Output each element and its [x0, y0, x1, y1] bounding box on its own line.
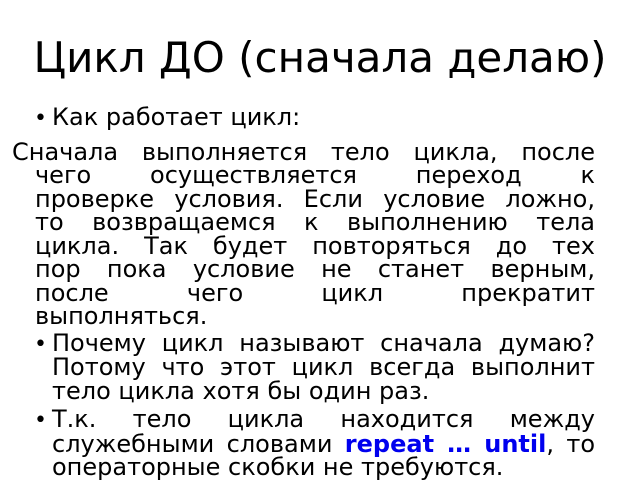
- bullet-text: Почему цикл называют сначала думаю?: [52, 328, 595, 357]
- text-line: цикла. Так будет повторяться до тех: [35, 231, 595, 260]
- bullet-text: Как работает цикл:: [52, 103, 301, 132]
- bullet-why-named: [12, 328, 595, 405]
- bullet-repeat-until: [12, 405, 596, 480]
- text-line: Потому что этот цикл всегда выполнит: [52, 353, 595, 382]
- slide-title: Цикл ДО (сначала делаю): [33, 33, 607, 82]
- bullet-continuation-lines: [12, 353, 595, 405]
- text-line: пор пока условие не станет верным,: [35, 255, 595, 284]
- slide-content: [12, 103, 596, 480]
- text-line: чего осуществляется переход к: [35, 161, 595, 190]
- text-line: [34, 103, 595, 132]
- bullet-marker: •: [34, 331, 47, 357]
- repeat-until-keyword: repeat … until: [344, 429, 547, 458]
- bullet-text: Т.к. тело цикла находится между: [52, 405, 595, 434]
- text-line: операторные скобки не требуются.: [52, 453, 504, 480]
- text-line: проверке условия. Если условие ложно,: [35, 184, 595, 213]
- text-line: тело цикла хотя бы один раз.: [52, 376, 430, 405]
- text-segment: служебными словами: [52, 429, 345, 458]
- bullet-how-loop-works: [12, 103, 595, 132]
- text-line: Сначала выполняется тело цикла, после: [12, 137, 595, 166]
- text-line: то возвращаемся к выполнению тела: [35, 208, 595, 237]
- paragraph-continuation-lines: [12, 161, 595, 331]
- bullet-marker: •: [34, 106, 47, 132]
- paragraph-loop-explanation: [12, 137, 595, 331]
- text-line: выполняться.: [35, 302, 208, 331]
- bullet-marker: •: [34, 408, 47, 434]
- text-segment: , то: [546, 429, 596, 458]
- text-line: после чего цикл прекратит: [35, 278, 595, 307]
